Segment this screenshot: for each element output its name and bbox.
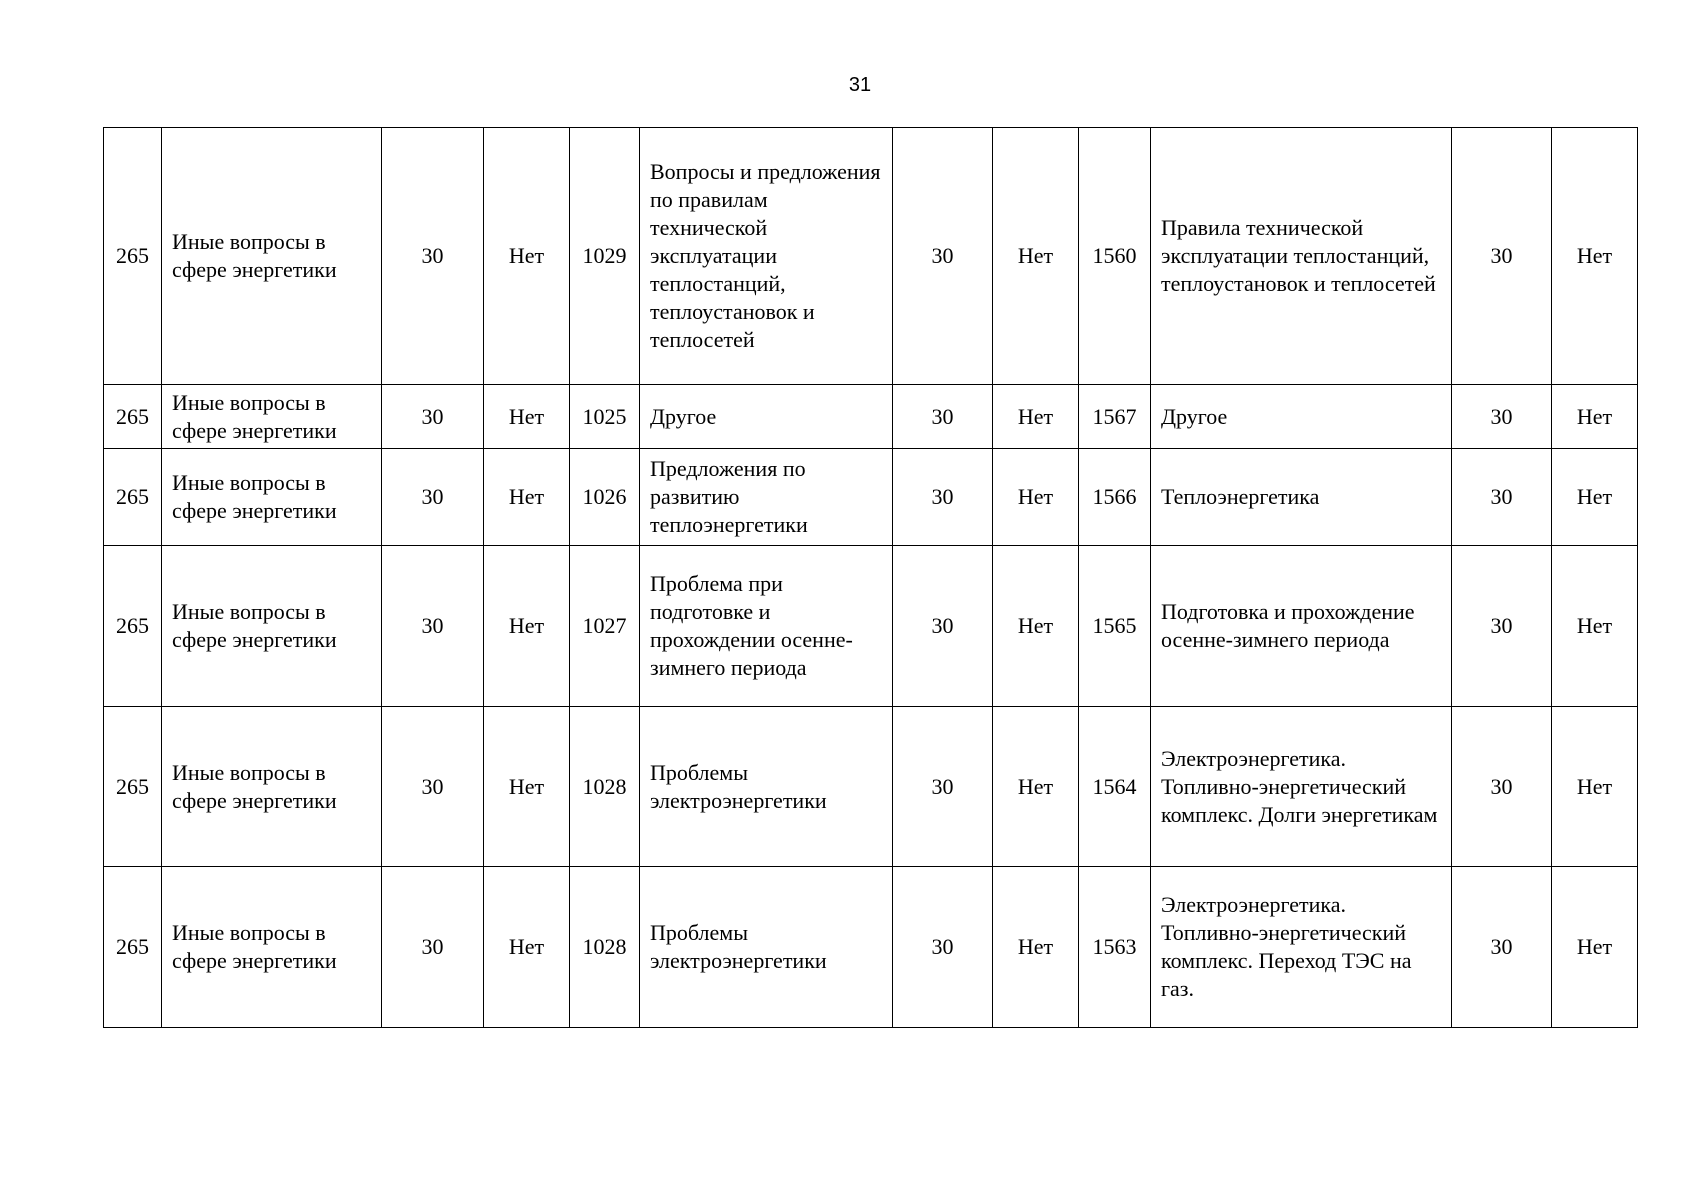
topic-code-cell: 1028 [570, 707, 640, 867]
question-code-cell: 1563 [1079, 867, 1151, 1028]
group-days-cell: 30 [382, 385, 484, 449]
group-days-cell: 30 [382, 449, 484, 546]
table-row [104, 707, 1638, 867]
table-row [104, 449, 1638, 546]
topic-flag-cell: Нет [993, 546, 1079, 707]
question-name-cell: Теплоэнергетика [1151, 449, 1452, 546]
question-flag-cell: Нет [1552, 546, 1638, 707]
question-days-cell: 30 [1452, 546, 1552, 707]
group-flag-cell: Нет [484, 385, 570, 449]
question-name-cell: Электроэнергетика. Топливно-энергетический комплекс. Переход ТЭС на газ. [1151, 867, 1452, 1028]
table-row [104, 128, 1638, 385]
topic-days-cell: 30 [893, 385, 993, 449]
topic-name-cell: Проблема при подготовке и прохождении осенне-зимнего периода [640, 546, 893, 707]
question-days-cell: 30 [1452, 449, 1552, 546]
group-flag-cell: Нет [484, 707, 570, 867]
topic-code-cell: 1027 [570, 546, 640, 707]
group-name-cell: Иные вопросы в сфере энергетики [162, 546, 382, 707]
group-flag-cell: Нет [484, 546, 570, 707]
document-table [103, 127, 1638, 1028]
page-number: 31 [848, 74, 872, 96]
table-row [104, 867, 1638, 1028]
topic-days-cell: 30 [893, 707, 993, 867]
topic-days-cell: 30 [893, 449, 993, 546]
question-flag-cell: Нет [1552, 449, 1638, 546]
topic-name-cell: Вопросы и предложения по правилам технической эксплуатации теплостанций, теплоустановок и теплосетей [640, 128, 893, 385]
group-days-cell: 30 [382, 707, 484, 867]
group-code-cell: 265 [104, 707, 162, 867]
question-code-cell: 1560 [1079, 128, 1151, 385]
topic-flag-cell: Нет [993, 707, 1079, 867]
group-name-cell: Иные вопросы в сфере энергетики [162, 128, 382, 385]
question-days-cell: 30 [1452, 128, 1552, 385]
topic-name-cell: Предложения по развитию теплоэнергетики [640, 449, 893, 546]
question-days-cell: 30 [1452, 707, 1552, 867]
question-code-cell: 1566 [1079, 449, 1151, 546]
group-name-cell: Иные вопросы в сфере энергетики [162, 707, 382, 867]
question-flag-cell: Нет [1552, 707, 1638, 867]
group-flag-cell: Нет [484, 128, 570, 385]
table-row [104, 546, 1638, 707]
question-flag-cell: Нет [1552, 385, 1638, 449]
topic-flag-cell: Нет [993, 385, 1079, 449]
topic-flag-cell: Нет [993, 449, 1079, 546]
topic-code-cell: 1029 [570, 128, 640, 385]
topic-code-cell: 1026 [570, 449, 640, 546]
group-days-cell: 30 [382, 546, 484, 707]
topic-flag-cell: Нет [993, 128, 1079, 385]
question-name-cell: Электроэнергетика. Топливно-энергетический комплекс. Долги энергетикам [1151, 707, 1452, 867]
group-days-cell: 30 [382, 128, 484, 385]
group-name-cell: Иные вопросы в сфере энергетики [162, 385, 382, 449]
question-flag-cell: Нет [1552, 128, 1638, 385]
question-flag-cell: Нет [1552, 867, 1638, 1028]
question-name-cell: Правила технической эксплуатации теплостанций, теплоустановок и теплосетей [1151, 128, 1452, 385]
table-row [104, 385, 1638, 449]
topic-days-cell: 30 [893, 867, 993, 1028]
topic-code-cell: 1025 [570, 385, 640, 449]
question-days-cell: 30 [1452, 385, 1552, 449]
topic-name-cell: Проблемы электроэнергетики [640, 867, 893, 1028]
topic-days-cell: 30 [893, 128, 993, 385]
question-code-cell: 1565 [1079, 546, 1151, 707]
question-name-cell: Подготовка и прохождение осенне-зимнего периода [1151, 546, 1452, 707]
group-name-cell: Иные вопросы в сфере энергетики [162, 867, 382, 1028]
group-days-cell: 30 [382, 867, 484, 1028]
group-code-cell: 265 [104, 546, 162, 707]
topic-code-cell: 1028 [570, 867, 640, 1028]
topic-days-cell: 30 [893, 546, 993, 707]
topic-name-cell: Проблемы электроэнергетики [640, 707, 893, 867]
group-code-cell: 265 [104, 385, 162, 449]
group-code-cell: 265 [104, 128, 162, 385]
question-days-cell: 30 [1452, 867, 1552, 1028]
question-code-cell: 1567 [1079, 385, 1151, 449]
question-code-cell: 1564 [1079, 707, 1151, 867]
question-name-cell: Другое [1151, 385, 1452, 449]
topic-flag-cell: Нет [993, 867, 1079, 1028]
topic-name-cell: Другое [640, 385, 893, 449]
group-code-cell: 265 [104, 867, 162, 1028]
group-flag-cell: Нет [484, 449, 570, 546]
group-flag-cell: Нет [484, 867, 570, 1028]
group-name-cell: Иные вопросы в сфере энергетики [162, 449, 382, 546]
group-code-cell: 265 [104, 449, 162, 546]
